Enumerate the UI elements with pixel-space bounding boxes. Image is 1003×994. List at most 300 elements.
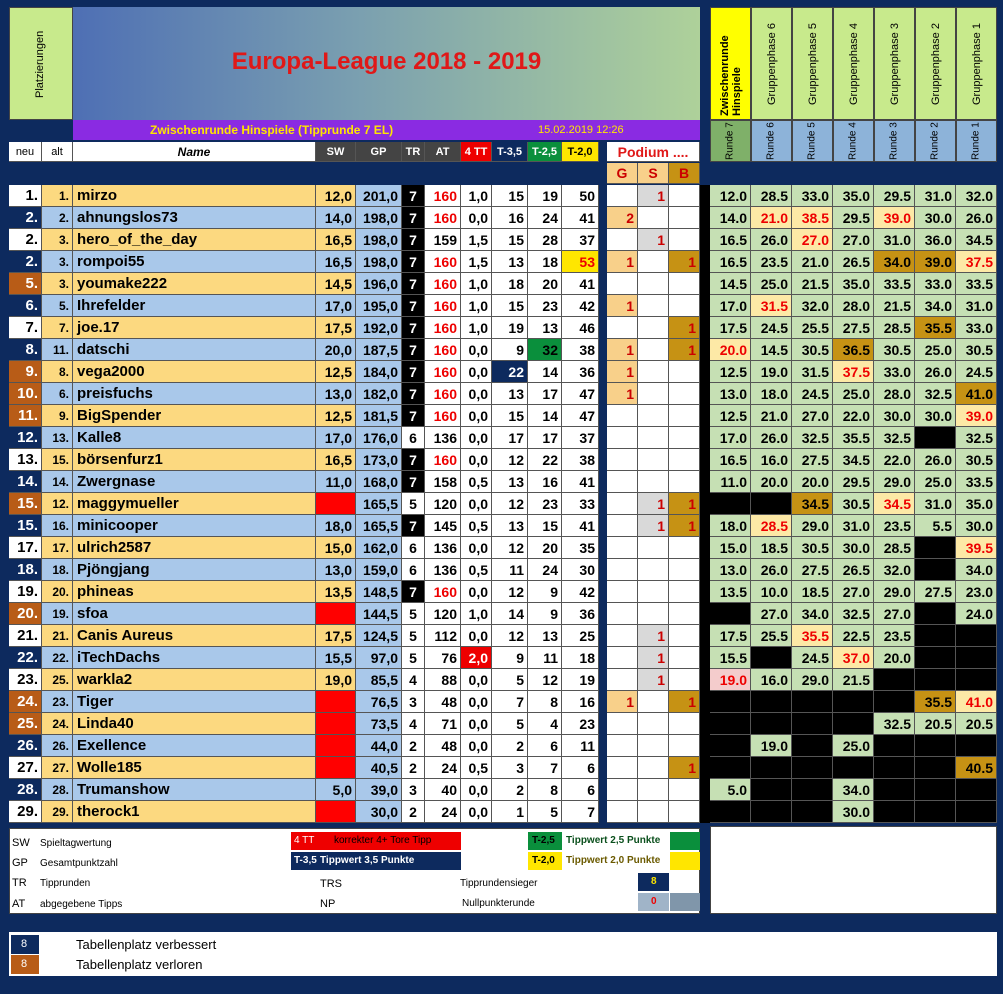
t35-value: 2 [492, 779, 528, 801]
at-value: 40 [425, 779, 461, 801]
tr-value: 6 [402, 537, 425, 559]
row-gap [599, 185, 607, 207]
sw-value [316, 713, 356, 735]
rank-neu: 1. [9, 185, 42, 207]
runde-score: 34.0 [792, 603, 833, 625]
t25-value: 20 [528, 537, 562, 559]
legend-t20-swatch [670, 852, 700, 870]
rank-alt: 27. [42, 757, 73, 779]
at-value: 160 [425, 339, 461, 361]
runde-score [833, 691, 874, 713]
runde-score: 37.0 [833, 647, 874, 669]
legend-np-abbr: NP [320, 898, 336, 910]
rank-alt: 26. [42, 735, 73, 757]
gp-value: 148,5 [356, 581, 402, 603]
sw-value: 15,0 [316, 537, 356, 559]
row-gap [599, 383, 607, 405]
rank-neu: 29. [9, 801, 42, 823]
t35-value: 9 [492, 339, 528, 361]
subtitle: Zwischenrunde Hinspiele (Tipprunde 7 EL) [150, 123, 394, 137]
runde-score [915, 735, 956, 757]
podium-g [607, 713, 638, 735]
runde-score: 28.0 [874, 383, 915, 405]
sw-value: 16,5 [316, 449, 356, 471]
sw-value: 17,5 [316, 317, 356, 339]
t20-value: 30 [562, 559, 599, 581]
podium-s [638, 757, 669, 779]
player-name: Linda40 [73, 713, 316, 735]
runde-score: 27.5 [792, 559, 833, 581]
row-gap [599, 361, 607, 383]
player-name: Pjöngjang [73, 559, 316, 581]
runde-score: 34.0 [833, 779, 874, 801]
runde-score: 12.5 [710, 405, 751, 427]
runde-score [874, 801, 915, 823]
t25-value: 14 [528, 405, 562, 427]
rank-alt: 19. [42, 603, 73, 625]
player-name: phineas [73, 581, 316, 603]
runde-score: 34.5 [833, 449, 874, 471]
runde-score: 18.0 [751, 383, 792, 405]
rank-neu: 11. [9, 405, 42, 427]
runde-score: 15.5 [710, 647, 751, 669]
rank-alt: 17. [42, 537, 73, 559]
at-value: 71 [425, 713, 461, 735]
runde-score: 24.0 [956, 603, 997, 625]
player-name: Kalle8 [73, 427, 316, 449]
runde-score: 30.5 [792, 537, 833, 559]
runde-score: 34.0 [874, 251, 915, 273]
runde-score [710, 757, 751, 779]
podium-b [669, 603, 700, 625]
at-value: 160 [425, 273, 461, 295]
at-value: 160 [425, 207, 461, 229]
sw-value: 12,5 [316, 405, 356, 427]
t25-value: 13 [528, 625, 562, 647]
podium-b [669, 361, 700, 383]
runde-score: 26.0 [751, 427, 792, 449]
runde-score: 30.5 [792, 339, 833, 361]
gp-value: 30,0 [356, 801, 402, 823]
t20-value: 19 [562, 669, 599, 691]
tt-value: 0,0 [461, 427, 492, 449]
tt-value: 0,0 [461, 493, 492, 515]
rank-neu: 22. [9, 647, 42, 669]
row-gap [599, 317, 607, 339]
gp-value: 124,5 [356, 625, 402, 647]
rank-neu: 24. [9, 691, 42, 713]
gp-value: 198,0 [356, 251, 402, 273]
runde-score: 37.5 [833, 361, 874, 383]
sw-value: 14,0 [316, 207, 356, 229]
runde-label: Runde 1 [970, 122, 982, 160]
tt-value: 2,0 [461, 647, 492, 669]
rank-neu: 27. [9, 757, 42, 779]
tr-value: 3 [402, 691, 425, 713]
podium-b: 1 [669, 515, 700, 537]
podium-s [638, 361, 669, 383]
gp-value: 176,0 [356, 427, 402, 449]
sw-value: 15,5 [316, 647, 356, 669]
podium-g [607, 427, 638, 449]
runde-score: 29.5 [833, 207, 874, 229]
player-name: ulrich2587 [73, 537, 316, 559]
podium-g [607, 669, 638, 691]
legend-text: Gesamtpunktzahl [40, 858, 118, 869]
t35-value: 13 [492, 251, 528, 273]
podium-g: 2 [607, 207, 638, 229]
player-name: datschi [73, 339, 316, 361]
runde-score: 30.0 [956, 515, 997, 537]
podium-g [607, 757, 638, 779]
podium-s: 1 [638, 625, 669, 647]
row-gap [700, 801, 710, 823]
podium-s: 1 [638, 515, 669, 537]
podium-s-header: S [638, 163, 669, 184]
runde-score [751, 801, 792, 823]
tt-value: 0,5 [461, 757, 492, 779]
runde-score: 12.0 [710, 185, 751, 207]
runde-score: 20.5 [915, 713, 956, 735]
podium-g [607, 405, 638, 427]
runde-score: 27.0 [792, 229, 833, 251]
legend-tt-text: korrekter 4+ Tore Tipp [334, 835, 432, 846]
t25-value: 11 [528, 647, 562, 669]
t25-value: 8 [528, 779, 562, 801]
player-name: vega2000 [73, 361, 316, 383]
podium-g-header: G [607, 163, 638, 184]
tr-value: 7 [402, 273, 425, 295]
legend-t35-abbr: T-3,5 [294, 855, 317, 866]
player-name: maggymueller [73, 493, 316, 515]
tr-value: 7 [402, 229, 425, 251]
runde-score [956, 669, 997, 691]
rank-neu: 12. [9, 427, 42, 449]
runde-label: Runde 4 [847, 122, 859, 160]
tt-value: 1,0 [461, 603, 492, 625]
t35-value: 22 [492, 361, 528, 383]
header-strip [9, 120, 73, 140]
update-date: 15.02.2019 12:26 [538, 124, 624, 136]
runde-score: 19.0 [751, 735, 792, 757]
runde-score: 18.0 [710, 515, 751, 537]
tr-value: 2 [402, 801, 425, 823]
podium-b [669, 779, 700, 801]
legend-tt-abbr: 4 TT [294, 835, 315, 846]
runde-score: 21.0 [792, 251, 833, 273]
legend-t20-abbr: T-2,0 [532, 855, 555, 866]
legend-down-num: 8 [21, 958, 28, 970]
runde-score: 39.0 [915, 251, 956, 273]
runde-score: 25.5 [792, 317, 833, 339]
row-gap [700, 471, 710, 493]
runde-score: 35.5 [915, 317, 956, 339]
runde-score: 14.5 [751, 339, 792, 361]
legend-trs-text: Tipprundensieger [460, 878, 538, 889]
runde-score: 28.5 [751, 185, 792, 207]
runde-score: 38.5 [792, 207, 833, 229]
t35-value: 3 [492, 757, 528, 779]
runde-score: 26.0 [915, 449, 956, 471]
legend-text: abgegebene Tipps [40, 899, 123, 910]
runde-score: 35.5 [915, 691, 956, 713]
t20-value: 36 [562, 361, 599, 383]
row-gap [599, 339, 607, 361]
tt-value: 1,0 [461, 185, 492, 207]
sw-value [316, 493, 356, 515]
runde-score: 21.5 [833, 669, 874, 691]
runde-score: 20.0 [874, 647, 915, 669]
runde-score: 18.5 [751, 537, 792, 559]
legend-t25-abbr: T-2,5 [532, 835, 555, 846]
legend-t35-text: Tippwert 3,5 Punkte [320, 855, 415, 866]
rank-neu: 5. [9, 273, 42, 295]
player-name: Trumanshow [73, 779, 316, 801]
phase-title: Zwischenrunde Hinspiele [719, 35, 743, 116]
runde-score [792, 779, 833, 801]
podium-s [638, 471, 669, 493]
t20-value: 38 [562, 449, 599, 471]
t20-value: 37 [562, 229, 599, 251]
runde-score: 39.5 [956, 537, 997, 559]
runde-score: 21.5 [874, 295, 915, 317]
podium-b [669, 669, 700, 691]
row-gap [599, 471, 607, 493]
player-name: sfoa [73, 603, 316, 625]
runde-score: 17.5 [710, 625, 751, 647]
gp-value: 162,0 [356, 537, 402, 559]
runde-score: 33.0 [874, 361, 915, 383]
sw-value [316, 801, 356, 823]
runde-score [915, 801, 956, 823]
row-gap [700, 449, 710, 471]
tt-value: 0,0 [461, 581, 492, 603]
tr-value: 5 [402, 603, 425, 625]
runde-score: 22.5 [833, 625, 874, 647]
player-name: rompoi55 [73, 251, 316, 273]
runde-score: 41.0 [956, 383, 997, 405]
legend-t25-swatch [670, 832, 700, 850]
rank-alt: 3. [42, 251, 73, 273]
runde-score: 28.5 [874, 537, 915, 559]
player-name: mirzo [73, 185, 316, 207]
podium-s: 1 [638, 669, 669, 691]
t20-value: 41 [562, 515, 599, 537]
gp-value: 187,5 [356, 339, 402, 361]
runde-score [874, 669, 915, 691]
podium-s [638, 317, 669, 339]
t35-value: 12 [492, 449, 528, 471]
t25-value: 13 [528, 317, 562, 339]
row-gap [700, 757, 710, 779]
row-gap [599, 207, 607, 229]
row-gap [700, 229, 710, 251]
runde-score: 31.5 [792, 361, 833, 383]
runde-score: 27.5 [833, 317, 874, 339]
runde-score: 28.5 [874, 317, 915, 339]
runde-score: 17.0 [710, 295, 751, 317]
player-name: minicooper [73, 515, 316, 537]
player-name: BigSpender [73, 405, 316, 427]
runde-score: 32.5 [915, 383, 956, 405]
rank-neu: 19. [9, 581, 42, 603]
gp-value: 181,5 [356, 405, 402, 427]
runde-label: Runde 6 [765, 122, 777, 160]
runde-score: 26.0 [915, 361, 956, 383]
t35-value: 2 [492, 735, 528, 757]
podium-b: 1 [669, 691, 700, 713]
at-value: 136 [425, 427, 461, 449]
podium-g [607, 801, 638, 823]
tt-value: 0,5 [461, 471, 492, 493]
runde-score: 27.0 [833, 581, 874, 603]
tt-value: 0,0 [461, 713, 492, 735]
tr-value: 7 [402, 471, 425, 493]
rank-neu: 7. [9, 317, 42, 339]
player-name: Zwergnase [73, 471, 316, 493]
runde-score [792, 757, 833, 779]
podium-b [669, 581, 700, 603]
runde-score: 33.5 [874, 273, 915, 295]
t35-value: 12 [492, 581, 528, 603]
t25-value: 5 [528, 801, 562, 823]
row-gap [599, 735, 607, 757]
podium-b [669, 185, 700, 207]
runde-score: 26.5 [833, 251, 874, 273]
rank-alt: 9. [42, 405, 73, 427]
t20-value: 47 [562, 383, 599, 405]
runde-score: 31.0 [874, 229, 915, 251]
sw-value: 5,0 [316, 779, 356, 801]
sw-value: 17,5 [316, 625, 356, 647]
t25-value: 9 [528, 581, 562, 603]
at-value: 120 [425, 603, 461, 625]
runde-score: 20.0 [792, 471, 833, 493]
tt-value: 0,0 [461, 339, 492, 361]
at-value: 48 [425, 735, 461, 757]
runde-score: 5.5 [915, 515, 956, 537]
tr-value: 4 [402, 713, 425, 735]
runde-score: 32.5 [956, 427, 997, 449]
t20-value: 38 [562, 339, 599, 361]
rank-neu: 6. [9, 295, 42, 317]
runde-score: 30.0 [833, 801, 874, 823]
podium-g: 1 [607, 691, 638, 713]
col-header-tr: TR [402, 142, 425, 162]
podium-b [669, 537, 700, 559]
tr-value: 7 [402, 185, 425, 207]
t35-value: 5 [492, 713, 528, 735]
t20-value: 23 [562, 713, 599, 735]
runde-score [710, 493, 751, 515]
at-value: 160 [425, 581, 461, 603]
podium-b [669, 383, 700, 405]
runde-score [956, 625, 997, 647]
rank-alt: 5. [42, 295, 73, 317]
runde-label: Runde 2 [929, 122, 941, 160]
podium-s: 1 [638, 647, 669, 669]
runde-score: 33.0 [792, 185, 833, 207]
at-value: 160 [425, 185, 461, 207]
podium-b [669, 427, 700, 449]
runde-score: 29.5 [874, 185, 915, 207]
runde-score: 31.5 [751, 295, 792, 317]
runde-score [915, 669, 956, 691]
podium-header: Podium .... [607, 142, 700, 162]
sw-value [316, 603, 356, 625]
runde-score: 22.0 [833, 405, 874, 427]
rank-alt: 29. [42, 801, 73, 823]
row-gap [700, 493, 710, 515]
row-gap [700, 735, 710, 757]
player-name: iTechDachs [73, 647, 316, 669]
runde-score: 35.5 [833, 427, 874, 449]
sw-value: 16,5 [316, 229, 356, 251]
row-gap [700, 713, 710, 735]
podium-s [638, 251, 669, 273]
row-gap [599, 625, 607, 647]
sw-value: 13,0 [316, 383, 356, 405]
t25-value: 24 [528, 559, 562, 581]
t20-value: 6 [562, 779, 599, 801]
row-gap [700, 273, 710, 295]
runde-score: 37.5 [956, 251, 997, 273]
tt-value: 1,5 [461, 229, 492, 251]
rank-alt: 6. [42, 383, 73, 405]
t25-value: 22 [528, 449, 562, 471]
runde-score: 30.5 [874, 339, 915, 361]
runde-score: 13.5 [710, 581, 751, 603]
t35-value: 15 [492, 185, 528, 207]
runde-score [874, 779, 915, 801]
runde-score: 25.0 [915, 339, 956, 361]
t35-value: 16 [492, 207, 528, 229]
row-gap [599, 537, 607, 559]
runde-score [710, 713, 751, 735]
podium-g: 1 [607, 361, 638, 383]
col-header-gp: GP [356, 142, 402, 162]
podium-b: 1 [669, 339, 700, 361]
runde-score: 31.0 [915, 493, 956, 515]
runde-score: 33.0 [956, 317, 997, 339]
t20-value: 18 [562, 647, 599, 669]
podium-s [638, 405, 669, 427]
t35-value: 12 [492, 537, 528, 559]
tr-value: 7 [402, 515, 425, 537]
runde-score [956, 735, 997, 757]
at-value: 136 [425, 559, 461, 581]
runde-score [915, 779, 956, 801]
row-gap [599, 801, 607, 823]
runde-score: 32.5 [833, 603, 874, 625]
player-name: ahnungslos73 [73, 207, 316, 229]
runde-score: 26.0 [751, 229, 792, 251]
runde-score: 20.5 [956, 713, 997, 735]
t35-value: 1 [492, 801, 528, 823]
t20-value: 42 [562, 581, 599, 603]
runde-score: 40.5 [956, 757, 997, 779]
row-gap [700, 581, 710, 603]
tr-value: 7 [402, 317, 425, 339]
runde-score [915, 537, 956, 559]
tr-value: 5 [402, 647, 425, 669]
row-gap [599, 603, 607, 625]
podium-s [638, 713, 669, 735]
gp-value: 168,0 [356, 471, 402, 493]
sw-value [316, 757, 356, 779]
podium-g [607, 515, 638, 537]
t35-value: 12 [492, 625, 528, 647]
